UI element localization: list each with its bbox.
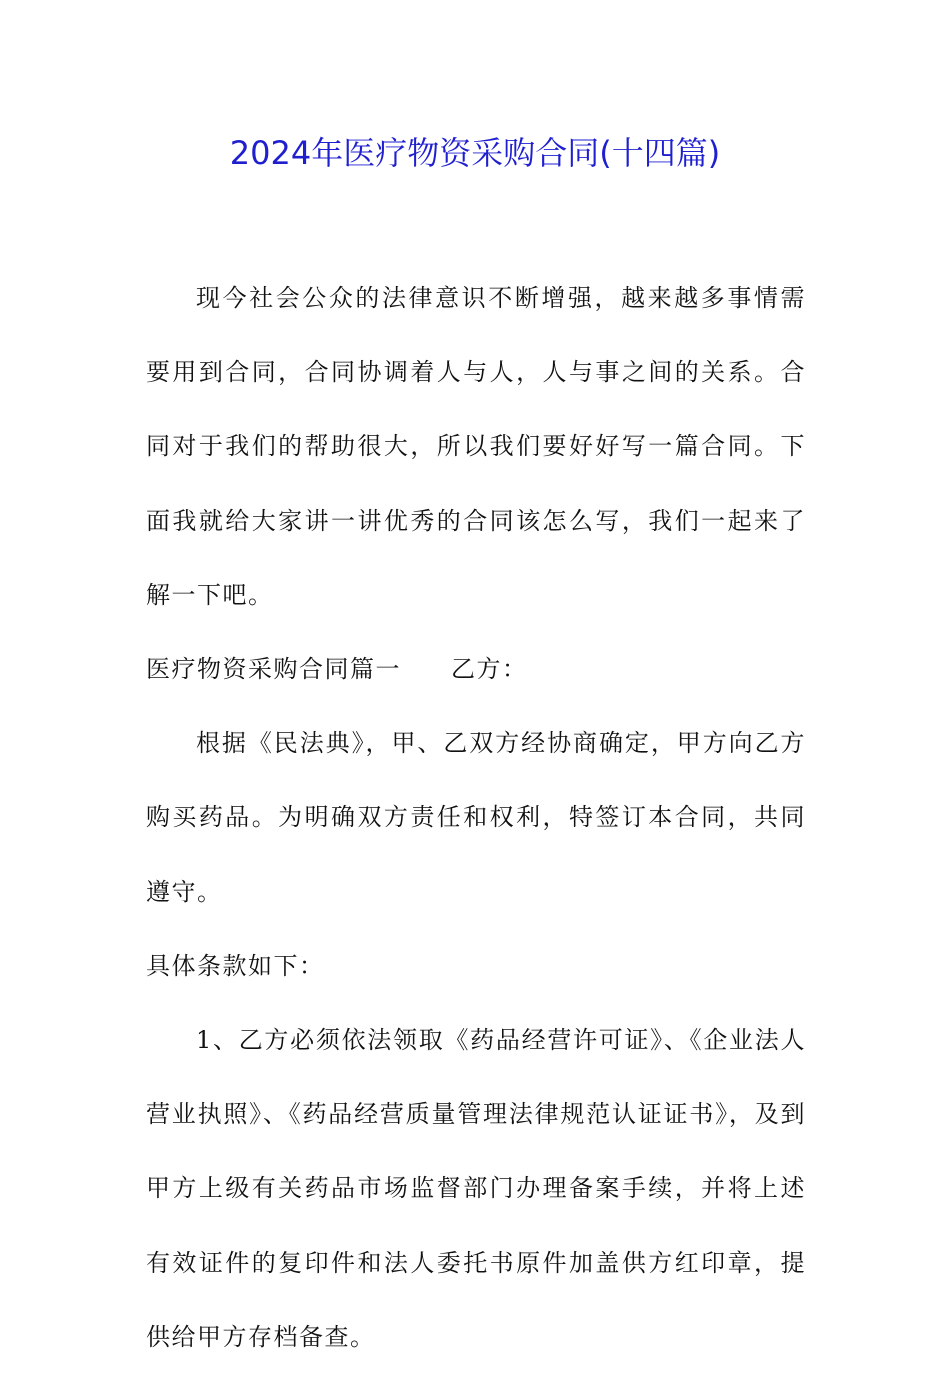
party-b-label: 乙方：: [451, 655, 528, 684]
intro-paragraph: 现今社会公众的法律意识不断增强，越来越多事情需要用到合同，合同协调着人与人，人与事之间的关系。合同对于我们的帮助很大，所以我们要好好写一篇合同。下面我就给大家讲一讲优秀的合同该怎么写，我们一起来了解一下吧。: [146, 284, 806, 609]
document-title: 2024年医疗物资采购合同(十四篇): [229, 134, 721, 172]
document-body: [146, 261, 806, 1374]
clause-1-paragraph: 1、乙方必须依法领取《药品经营许可证》、《企业法人营业执照》、《药品经营质量管理法律规范认证证书》，及到甲方上级有关药品市场监督部门办理备案手续，并将上述有效证件的复印件和法人委托书原件加盖供方红印章，提供给甲方存档备查。: [146, 1026, 806, 1351]
basis-paragraph: 根据《民法典》，甲、乙双方经协商确定，甲方向乙方购买药品。为明确双方责任和权利，特签订本合同，共同遵守。: [146, 729, 806, 906]
clauses-intro: 具体条款如下：: [146, 951, 325, 980]
section-heading: 医疗物资采购合同篇一: [146, 655, 401, 684]
section-heading-line: [146, 632, 806, 706]
